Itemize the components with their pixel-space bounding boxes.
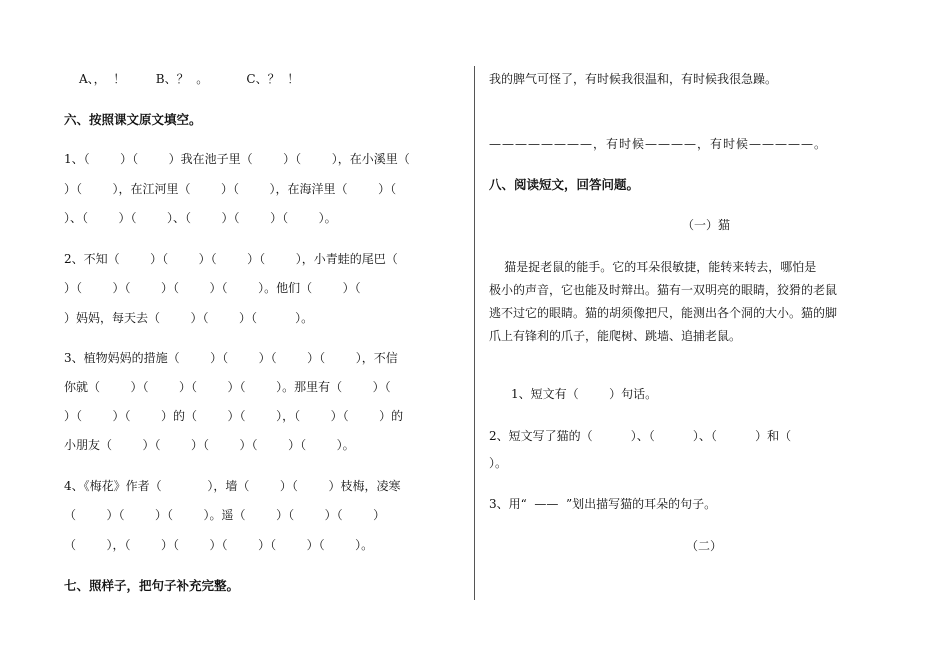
q4-line-3: （ ），（ ）（ ）（ ）（ ）（ ）。 (64, 538, 374, 552)
q2-line-3: ）妈妈，每天去（ ）（ ）（ ）。 (64, 311, 314, 325)
q4-line-2: （ ）（ ）（ ）。遥（ ）（ ）（ ） (64, 508, 386, 522)
question-1: 1、短文有（ ）句话。 (511, 387, 658, 401)
q2-line-1: 2、不知（ ）（ ）（ ）（ ），小青蛙的尾巴（ (64, 252, 398, 266)
passage-1-title: （一）猫 (682, 218, 731, 232)
passage-1-line-4: 爪上有锋利的爪子，能爬树、跳墙、追捕老鼠。 (489, 329, 742, 343)
q3-line-2: 你就（ ）（ ）（ ）（ ）。那里有（ ）（ (64, 380, 391, 394)
question-2-line-2: ）。 (489, 456, 508, 470)
passage-1-line-3: 逃不过它的眼睛。猫的胡须像把尺，能测出各个洞的大小。猫的脚 (489, 306, 838, 320)
fill-template: ————————，有时候————，有时候—————。 (489, 137, 828, 151)
column-divider (474, 66, 475, 600)
q4-line-1: 4、《梅花》作者（ ），墙（ ）（ ）枝梅，凌寒 (64, 479, 401, 493)
question-2-line-1: 2、短文写了猫的（ ）、（ ）、（ ）和（ (489, 429, 792, 443)
section-8-title: 八、阅读短文，回答问题。 (489, 177, 640, 192)
q3-line-3: ）（ ）（ ）的（ ）（ ），（ ）（ ）的 (64, 409, 404, 423)
example-sentence: 我的脾气可怪了，有时候我很温和，有时候我很急躁。 (489, 72, 778, 86)
q1-line-3: ）、（ ）（ ）、（ ）（ ）（ ）。 (64, 211, 337, 225)
question-3: 3、用“ —— ”划出描写猫的耳朵的句子。 (489, 497, 717, 511)
q3-line-1: 3、植物妈妈的措施（ ）（ ）（ ）（ ），不信 (64, 351, 398, 365)
answer-options: A、， ！ B、？ 。 C、？ ！ (79, 72, 300, 86)
passage-1-line-2: 极小的声音，它也能及时辩出。猫有一双明亮的眼睛，狡猾的老鼠 (489, 283, 838, 297)
section-7-title: 七、照样子，把句子补充完整。 (64, 578, 240, 593)
q1-line-1: 1、（ ）（ ）我在池子里（ ）（ ），在小溪里（ (64, 152, 410, 166)
section-6-title: 六、按照课文原文填空。 (64, 112, 202, 127)
q1-line-2: ）（ ），在江河里（ ）（ ），在海洋里（ ）（ (64, 182, 397, 196)
passage-2-title: （二） (686, 539, 723, 553)
passage-1-line-1: 猫是捉老鼠的能手。它的耳朵很敏捷，能转来转去，哪怕是 (489, 260, 817, 274)
q2-line-2: ）（ ）（ ）（ ）（ ）。他们（ ）（ (64, 281, 361, 295)
q3-line-4: 小朋友（ ）（ ）（ ）（ ）（ ）。 (64, 438, 355, 452)
